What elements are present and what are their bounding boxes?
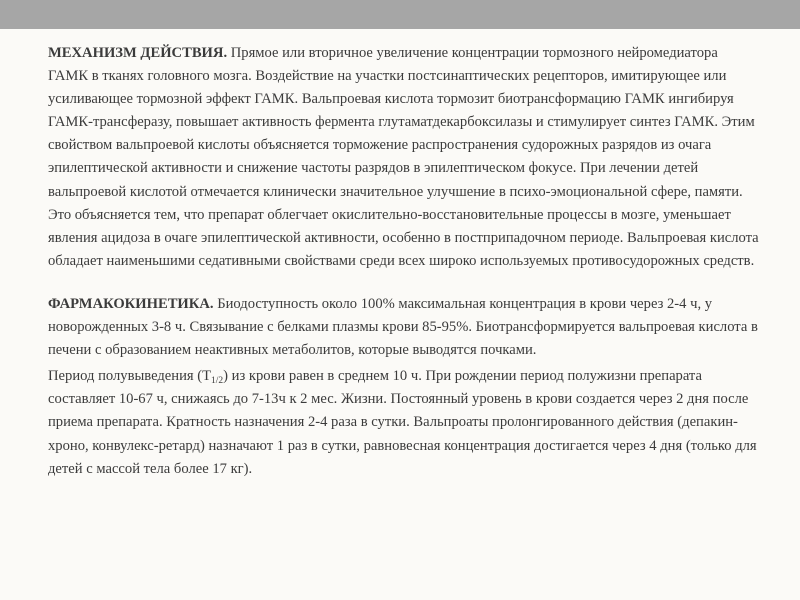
- pharmacokinetics-paragraph: [48, 293, 760, 362]
- half-life-subscript: 1/2: [211, 376, 224, 387]
- top-bar: [0, 0, 800, 29]
- half-life-text-after: ) из крови равен в среднем 10 ч. При рождении период полужизни препарата составляет 10-67 ч, снижаясь до 7-13ч к 2 мес. Жизни. Постоянный уровень в крови создается через 2 дня после приема препарата. Кратность назначения 2-4 раза в сутки. Вальпроаты пролонгированного действия (депакин-хроно, конвулекс-ретард) назначают 1 раз в сутки, равновесная концентрация достигается через 4 дня (только для детей с массой тела более 17 кг).: [48, 368, 757, 477]
- mechanism-paragraph: [48, 42, 760, 273]
- mechanism-text: Прямое или вторичное увеличение концентрации тормозного нейромедиатора ГАМК в тканях головного мозга. Воздействие на участки постсинаптических рецепторов, имитирующее или усиливающее тормозной эффект ГАМК. Вальпроевая кислота тормозит биотрансформацию ГАМК ингибируя ГАМК-трансферазу, повышает активность фермента глутаматдекарбоксилазы и стимулирует синтез ГАМК. Этим свойством вальпроевой кислоты объясняется торможение распространения судорожных разрядов из очага эпилептической активности и снижение частоты разрядов в эпилептическом фокусе. При лечении детей вальпроевой кислотой отмечается клинически значительное улучшение в психо-эмоциональной сфере, памяти. Это объясняется тем, что препарат облегчает окислительно-восстановительные процессы в мозге, уменьшает явления ацидоза в очаге эпилептической активности, особенно в постприпадочном периоде. Вальпроевая кислота обладает наименьшими седативными свойствами среди всех широко используемых противосудорожных средств.: [48, 45, 759, 269]
- slide-content: [48, 42, 760, 481]
- pharmacokinetics-heading: ФАРМАКОКИНЕТИКА.: [48, 295, 214, 312]
- half-life-paragraph: [48, 365, 760, 480]
- half-life-text-before: Период полувыведения (Т: [48, 368, 212, 385]
- pharmacokinetics-text: Биодоступность около 100% максимальная концентрация в крови через 2-4 ч, у новорожденных 3-8 ч. Связывание с белками плазмы крови 85-95%. Биотрансформируется вальпроевая кислота в печени с образованием неактивных метаболитов, которые выводятся почками.: [48, 295, 758, 359]
- mechanism-heading: МЕХАНИЗМ ДЕЙСТВИЯ.: [48, 45, 228, 61]
